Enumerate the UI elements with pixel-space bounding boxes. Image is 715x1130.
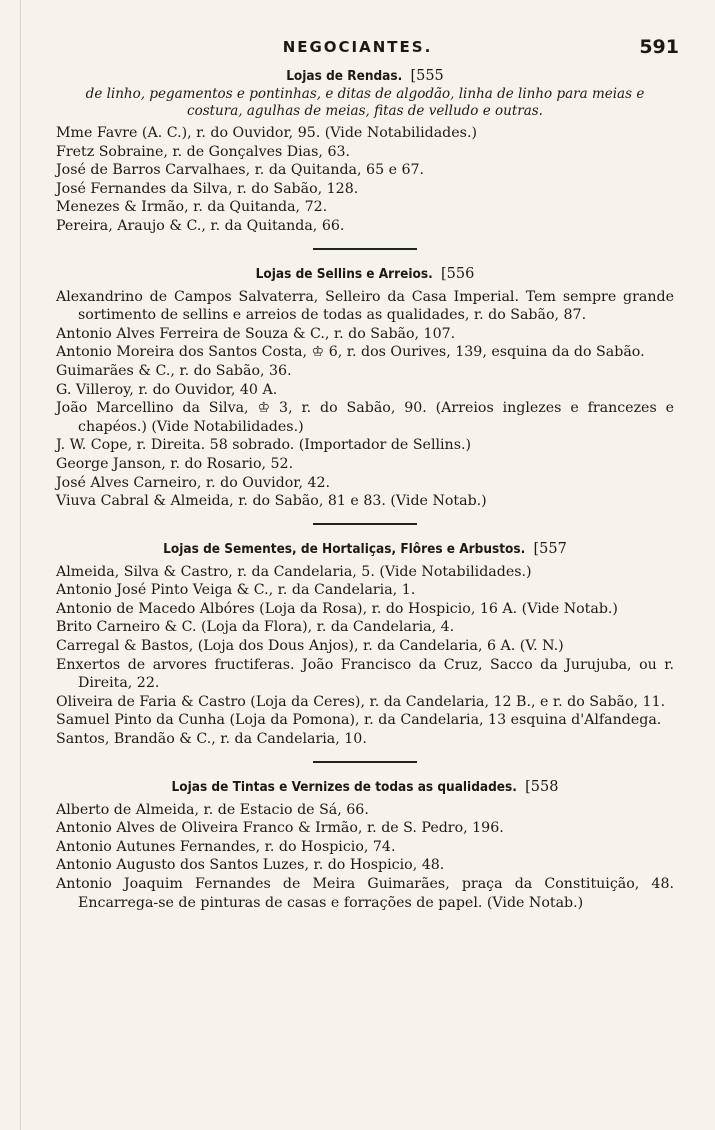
list-entry: Antonio de Macedo Albóres (Loja da Rosa), r. do Hospicio, 16 A. (Vide Notab.) [56, 600, 618, 617]
list-entry: Viuva Cabral & Almeida, r. do Sabão, 81 e 83. (Vide Notab.) [56, 493, 487, 510]
list-entry: Enxertos de arvores fructiferas. João Francisco da Cruz, Sacco da Jurujuba, ou r. Direita, 22. [56, 656, 674, 692]
running-head [0, 36, 715, 60]
list-entry: Carregal & Bastos, (Loja dos Dous Anjos), r. da Candelaria, 6 A. (V. N.) [56, 638, 564, 655]
list-entry: José Alves Carneiro, r. do Ouvidor, 42. [56, 474, 331, 491]
list-entry: Antonio José Pinto Veiga & C., r. da Candelaria, 1. [56, 582, 416, 599]
list-entry: Oliveira de Faria & Castro (Loja da Ceres), r. da Candelaria, 12 B., e r. do Sabão, 11. [56, 693, 666, 710]
list-entry: Santos, Brandão & C., r. da Candelaria, 10. [56, 731, 367, 748]
list-entry: Mme Favre (A. C.), r. do Ouvidor, 95. (Vide Notabilidades.) [56, 125, 477, 141]
section-subtitle [56, 86, 674, 120]
section-number: [555 [410, 68, 444, 84]
list-entry: Samuel Pinto da Cunha (Loja da Pomona), r. da Candelaria, 13 esquina d'Alfandega. [56, 712, 662, 729]
list-entry: Antonio Augusto dos Santos Luzes, r. do Hospicio, 48. [56, 857, 445, 874]
list-entry: João Marcellino da Silva, ♔ 3, r. do Sabão, 90. (Arreios inglezes e francezes e chapéos.) (Vide Notabilidades.) [56, 400, 674, 435]
list-entry: Menezes & Irmão, r. da Quitanda, 72. [56, 199, 328, 216]
section-heading-sementes [56, 539, 674, 559]
list-entry: Brito Carneiro & C. (Loja da Flora), r. da Candelaria, 4. [56, 619, 455, 636]
subtitle-line: de linho, pegamentos e pontinhas, e ditas de algodão, linha de linho para meias e [85, 86, 645, 102]
section-number: [558 [525, 778, 559, 795]
section-number: [557 [533, 540, 567, 557]
list-entry: George Janson, r. do Rosario, 52. [56, 455, 294, 472]
page-edge-line [20, 0, 21, 1130]
list-entry: Alexandrino de Campos Salvaterra, Selleiro da Casa Imperial. Tem sempre grande sortimento de sellins e arreios de todas as qualidades, r. do Sabão, 87. [56, 288, 674, 324]
list-entry: Almeida, Silva & Castro, r. da Candelaria, 5. (Vide Notabilidades.) [56, 563, 532, 580]
section-title: Lojas de Tintas e Vernizes de todas as qualidades. [171, 778, 517, 795]
list-entry: Antonio Alves Ferreira de Souza & C., r. do Sabão, 107. [56, 325, 456, 342]
list-entry: Antonio Autunes Fernandes, r. do Hospicio, 74. [56, 838, 396, 855]
list-entry: José de Barros Carvalhaes, r. da Quitanda, 65 e 67. [56, 162, 425, 179]
list-entry: G. Villeroy, r. do Ouvidor, 40 A. [56, 381, 278, 398]
list-entry: Fretz Sobraine, r. de Gonçalves Dias, 63. [56, 143, 351, 160]
list-entry: José Fernandes da Silva, r. do Sabão, 128. [56, 180, 359, 197]
page-content [56, 66, 674, 912]
list-entry: J. W. Cope, r. Direita. 58 sobrado. (Importador de Sellins.) [56, 437, 472, 454]
section-heading-rendas [56, 66, 674, 86]
section-title: Lojas de Sementes, de Hortaliças, Flôres e Arbustos. [163, 540, 526, 557]
section-divider [313, 523, 417, 525]
running-head-title: NEGOCIANTES. [282, 38, 433, 56]
subtitle-line: costura, agulhas de meias, fitas de velludo e outras. [187, 103, 543, 119]
list-entry: Antonio Joaquim Fernandes de Meira Guimarães, praça da Constituição, 48. Encarrega-se de pinturas de casas e forrações de papel. (Vide Notab.) [56, 876, 674, 911]
section-divider [313, 248, 417, 250]
list-entry: Antonio Alves de Oliveira Franco & Irmão, r. de S. Pedro, 196. [56, 820, 504, 837]
section-heading-tintas [56, 777, 674, 797]
list-entry: Guimarães & C., r. do Sabão, 36. [56, 362, 292, 379]
section-title: Lojas de Rendas. [286, 68, 403, 84]
section-title: Lojas de Sellins e Arreios. [255, 265, 433, 282]
list-entry: Alberto de Almeida, r. de Estacio de Sá, 66. [56, 801, 369, 818]
list-entry: Pereira, Araujo & C., r. da Quitanda, 66. [56, 217, 345, 234]
page-number: 591 [639, 36, 679, 58]
list-entry: Antonio Moreira dos Santos Costa, ♔ 6, r. dos Ourives, 139, esquina da do Sabão. [56, 344, 645, 361]
section-heading-sellins [56, 264, 674, 284]
section-divider [313, 761, 417, 763]
section-number: [556 [440, 265, 475, 282]
